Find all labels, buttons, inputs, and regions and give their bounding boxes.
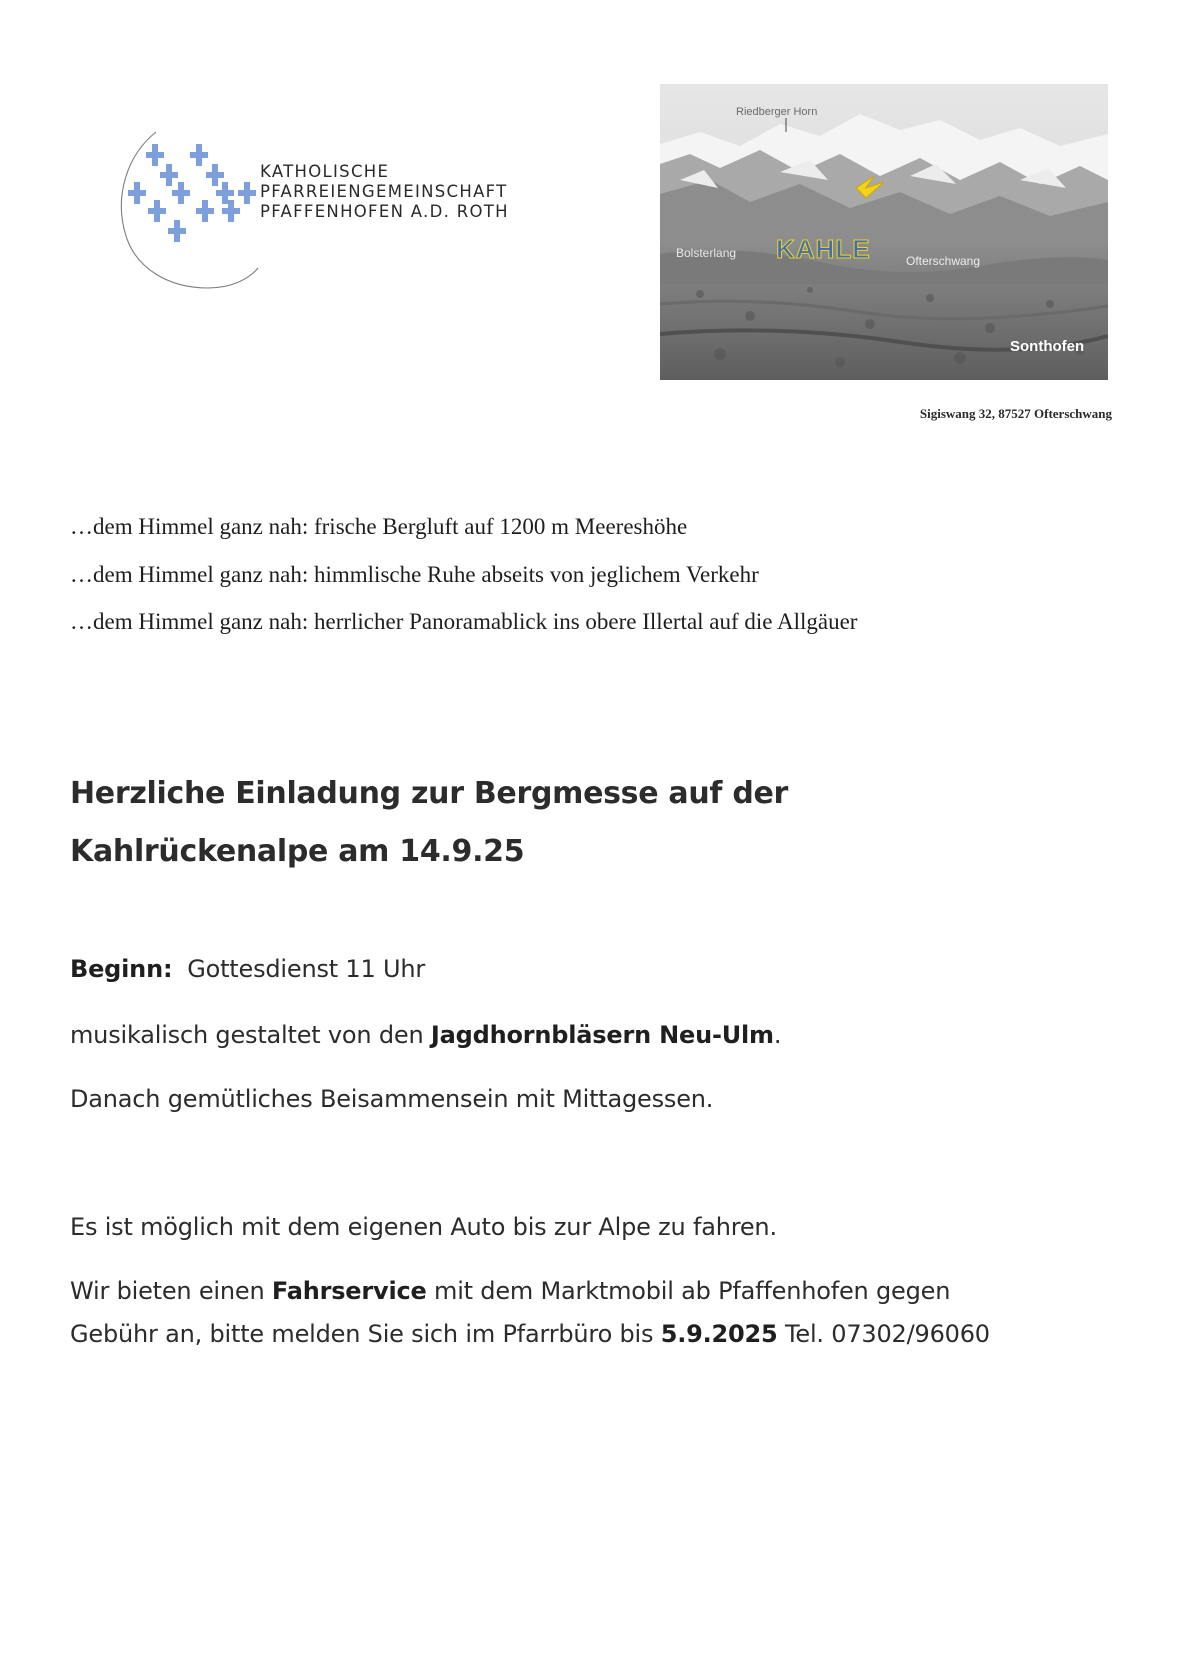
- kahle-brand-logo: KAHLE: [776, 234, 871, 264]
- venue-address: Sigiswang 32, 87527 Ofterschwang: [919, 406, 1112, 421]
- shuttle-line-2: [70, 1320, 990, 1348]
- shuttle-line-1: [70, 1277, 950, 1305]
- tagline-1: …dem Himmel ganz nah: frische Bergluft auf 1200 m Meereshöhe: [70, 514, 688, 539]
- music-line: [70, 1021, 781, 1049]
- registration-prefix: Gebühr an, bitte melden Sie sich im Pfarrbüro bis: [70, 1320, 661, 1348]
- music-prefix: musikalisch gestaltet von den: [70, 1021, 431, 1049]
- alpine-panorama-photo: [660, 84, 1108, 380]
- car-access-line: Es ist möglich mit dem eigenen Auto bis zur Alpe zu fahren.: [70, 1213, 777, 1241]
- shuttle-suffix: mit dem Marktmobil ab Pfaffenhofen gegen: [426, 1277, 951, 1305]
- parish-name-line-3: PFAFFENHOFEN A.D. ROTH: [260, 202, 509, 221]
- village-right-label: Ofterschwang: [906, 254, 981, 268]
- parish-logo: [108, 128, 558, 296]
- registration-deadline: 5.9.2025: [660, 1320, 778, 1348]
- shuttle-prefix: Wir bieten einen: [70, 1277, 272, 1305]
- music-band: Jagdhornbläsern Neu-Ulm: [430, 1021, 774, 1049]
- invitation-headline-line-1: Herzliche Einladung zur Bergmesse auf der: [70, 776, 789, 811]
- parish-name-line-2: PFARREIENGEMEINSCHAFT: [260, 182, 508, 201]
- tagline-3: …dem Himmel ganz nah: herrlicher Panoramablick ins obere Illertal auf die Allgäuer: [70, 609, 858, 634]
- start-label: Beginn:: [70, 955, 173, 983]
- start-value: Gottesdienst 11 Uhr: [187, 955, 426, 983]
- invitation-headline-line-2: Kahlrückenalpe am 14.9.25: [70, 834, 525, 869]
- parish-name: [260, 162, 509, 222]
- crosses-logo-icon: [108, 128, 278, 298]
- parish-name-line-1: KATHOLISCHE: [260, 162, 390, 181]
- shuttle-service: Fahrservice: [271, 1277, 427, 1305]
- start-time: [70, 955, 425, 983]
- afterward-line: Danach gemütliches Beisammensein mit Mittagessen.: [70, 1085, 714, 1113]
- music-suffix: .: [773, 1021, 782, 1049]
- village-left-label: Bolsterlang: [676, 246, 737, 260]
- peak-label: Riedberger Horn: [736, 106, 818, 118]
- town-label: Sonthofen: [1010, 338, 1085, 355]
- mountain-landscape-illustration: [660, 84, 1108, 380]
- tagline-2: …dem Himmel ganz nah: himmlische Ruhe abseits von jeglichem Verkehr: [70, 562, 759, 587]
- registration-phone: Tel. 07302/96060: [777, 1320, 990, 1348]
